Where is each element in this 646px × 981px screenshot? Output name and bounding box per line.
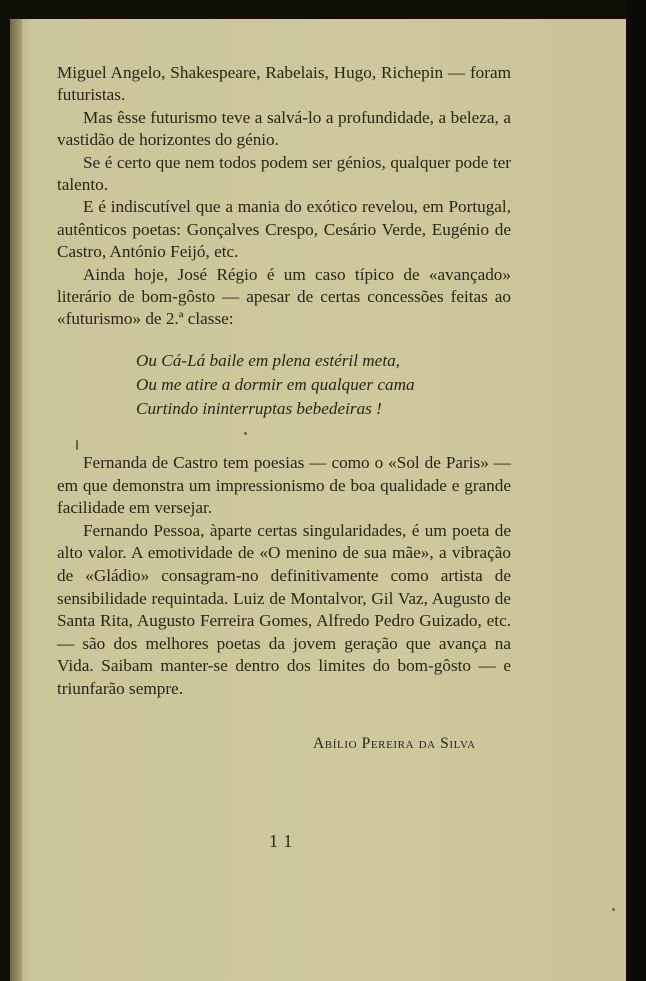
paragraph: Se é certo que nem todos podem ser génios, qualquer pode ter talento. xyxy=(57,152,511,195)
page-spine-shadow xyxy=(10,19,22,981)
verse-quote xyxy=(136,349,516,421)
body-text-top xyxy=(57,62,511,331)
page-number: 11 xyxy=(269,831,299,851)
verse-line: Ou Cá-Lá baile em plena estéril meta, xyxy=(136,351,400,370)
verse-line: Ou me atire a dormir em qualquer cama xyxy=(136,375,415,394)
paragraph: Fernando Pessoa, àparte certas singularidades, é um poeta de alto valor. A emotividade de «O menino de sua mãe», a vibração de «Gládio» consagram-no definitivamente como artista de sensibilidade requintada. Luiz de Montalvor, Gil Vaz, Augusto de Santa Rita, Augusto Ferreira Gomes, Alfredo Pedro Guizado, etc. — são dos melhores poetas da jovem geração que avança na Vida. Saibam manter-se dentro dos limites do bom-gôsto — e triunfarão sempre. xyxy=(57,520,511,698)
page-right-edge xyxy=(626,0,646,981)
paragraph: Ainda hoje, José Régio é um caso típico de «avançado» literário de bom-gôsto — apesar de certas concessões feitas ao «futurismo» de 2.ª classe: xyxy=(57,264,511,329)
paragraph: Mas êsse futurismo teve a salvá-lo a profundidade, a beleza, a vastidão de horizontes do génio. xyxy=(57,107,511,150)
paper-speck xyxy=(76,440,78,450)
paper-speck xyxy=(612,908,615,911)
body-text-bottom xyxy=(57,452,511,701)
paragraph: Miguel Angelo, Shakespeare, Rabelais, Hugo, Richepin — foram futuristas. xyxy=(57,63,511,105)
author-signature: Abílio Pereira da Silva xyxy=(313,735,476,752)
paragraph: E é indiscutível que a mania do exótico revelou, em Portugal, autênticos poetas: Gonçalves Crespo, Cesário Verde, Eugénio de Castro, António Feijó, etc. xyxy=(57,197,511,262)
paragraph: Fernanda de Castro tem poesias — como o «Sol de Paris» — em que demonstra um impressionismo de boa qualidade e grande facilidade em versejar. xyxy=(57,453,511,518)
paper-speck xyxy=(244,432,247,435)
verse-line: Curtindo ininterruptas bebedeiras ! xyxy=(136,399,382,418)
